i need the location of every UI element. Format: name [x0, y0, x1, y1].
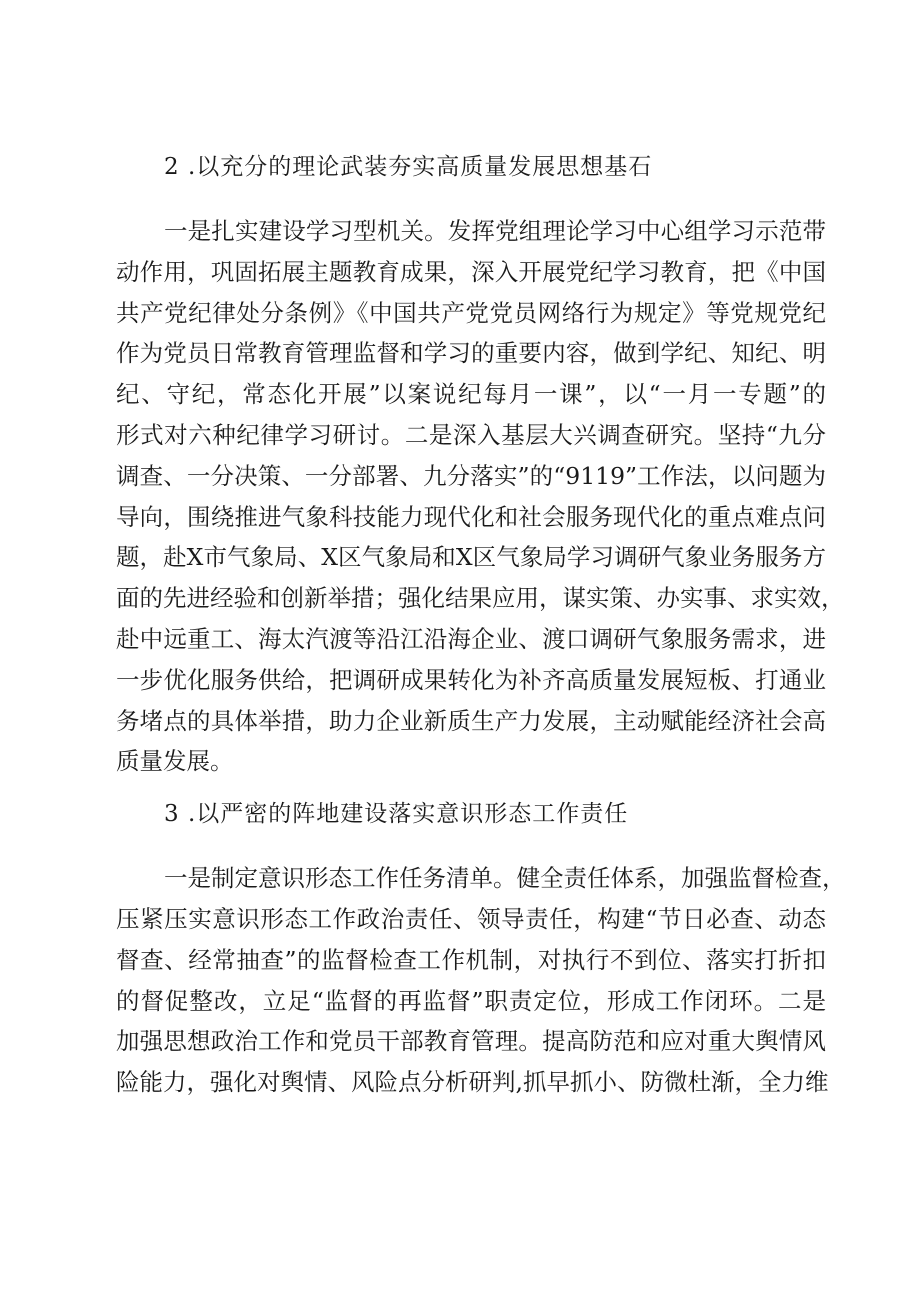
document-body — [116, 147, 846, 1103]
paragraph-line: 面的先进经验和创新举措；强化结果应用，谋实策、办实事、求实效， — [116, 584, 845, 613]
paragraph-line: 作为党员日常教育管理监督和学习的重要内容，做到学纪、知纪、明 — [116, 339, 826, 368]
paragraph-line: 纪、守纪，常态化开展”以案说纪每月一课”，以“一月一专题”的 — [116, 380, 826, 409]
paragraph-line: 加强思想政治工作和党员干部教育管理。提高防范和应对重大舆情风 — [116, 1027, 826, 1056]
paragraph-line: 动作用，巩固拓展主题教育成果，深入开展党纪学习教育，把《中国 — [116, 257, 826, 286]
paragraph-line: 导向，围绕推进气象科技能力现代化和社会服务现代化的重点难点问 — [116, 502, 826, 531]
section-heading-2: 2 .以充分的理论武装夯实高质量发展思想基石 — [164, 154, 653, 180]
paragraph-line: 险能力，强化对舆情、风险点分析研判,抓早抓小、防微杜渐，全力维 — [116, 1068, 829, 1097]
paragraph-line: 的督促整改，立足“监督的再监督”职责定位，形成工作闭环。二是 — [116, 986, 826, 1015]
paragraph-line: 一步优化服务供给，把调研成果转化为补齐高质量发展短板、打通业 — [116, 665, 826, 694]
section-2-paragraph — [116, 211, 845, 782]
paragraph-line: 题，赴X市气象局、X区气象局和X区气象局学习调研气象业务服务方 — [116, 543, 826, 572]
paragraph-line: 务堵点的具体举措，助力企业新质生产力发展，主动赋能经济社会高 — [116, 706, 826, 735]
paragraph-line: 调查、一分决策、一分部署、九分落实”的“9119”工作法，以问题为 — [116, 461, 826, 490]
paragraph-line: 赴中远重工、海太汽渡等沿江沿海企业、渡口调研气象服务需求，进 — [116, 624, 826, 653]
paragraph-line: 压紧压实意识形态工作政治责任、领导责任，构建“节日必查、动态 — [116, 904, 826, 933]
paragraph-line: 质量发展。 — [116, 747, 234, 776]
paragraph-line: 督查、经常抽查”的监督检查工作机制，对执行不到位、落实打折扣 — [116, 945, 826, 974]
paragraph-line: 一是扎实建设学习型机关。发挥党组理论学习中心组学习示范带 — [164, 217, 826, 245]
section-3-paragraph — [116, 858, 846, 1103]
section-heading-3: 3 .以严密的阵地建设落实意识形态工作责任 — [164, 801, 629, 828]
paragraph-line: 共产党纪律处分条例》《中国共产党党员网络行为规定》等党规党纪 — [116, 298, 826, 327]
paragraph-line: 形式对六种纪律学习研讨。二是深入基层大兴调查研究。坚持“九分 — [116, 420, 826, 449]
paragraph-line: 一是制定意识形态工作任务清单。健全责任体系，加强监督检查， — [164, 864, 846, 893]
